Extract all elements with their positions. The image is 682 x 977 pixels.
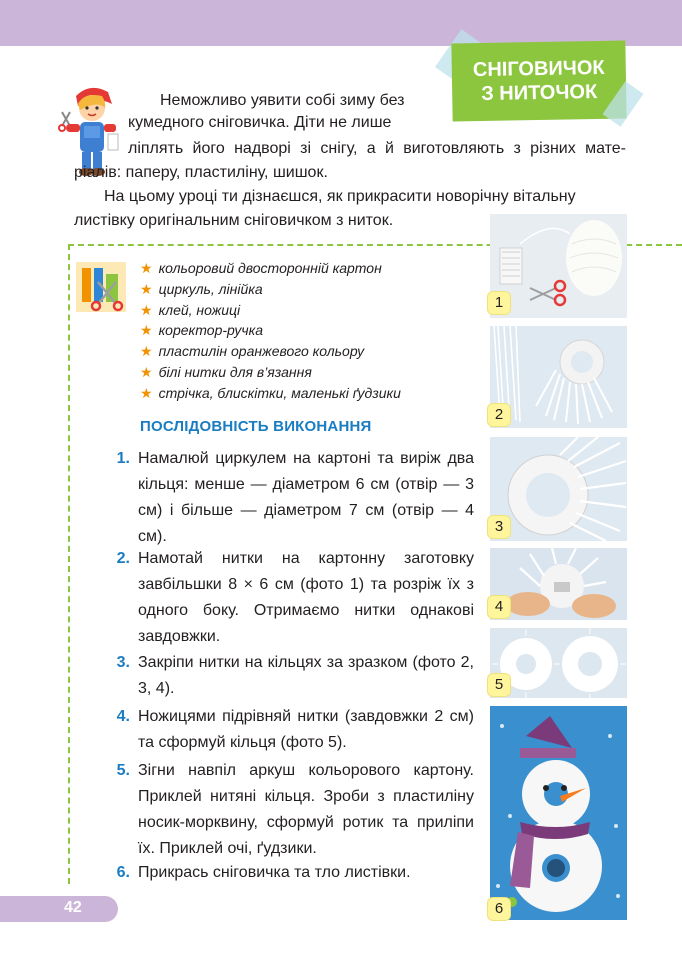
step-text: Зігни навпіл аркуш кольорового картону. Приклей нитяні кільця. Зроби з пластиліну носик-морквину, сформуй ротик та приліпи їх. Приклей очі, ґудзики. <box>138 762 474 857</box>
photo-label: 4 <box>488 596 510 618</box>
section-side-dashed <box>68 244 70 884</box>
star-icon: ★ <box>140 384 153 401</box>
step-number: 5. <box>116 762 130 779</box>
materials-item: ★ циркуль, лінійка <box>140 280 263 297</box>
sequence-heading: ПОСЛІДОВНІСТЬ ВИКОНАННЯ <box>140 418 372 435</box>
step-text: Намотай нитки на картонну заготовку завбільшки 8 × 6 см (фото 1) та розріж їх з одного боку. Отримаємо нитки однакові завдовжки. <box>138 550 474 645</box>
step-text: Прикрась сніговичка та тло листівки. <box>138 864 411 881</box>
step-2 <box>100 546 474 650</box>
materials-item: ★ пластилін оранжевого кольору <box>140 343 365 360</box>
page-number: 42 <box>64 899 82 916</box>
intro-line-5: На цьому уроці ти дізнаєшся, як прикрасити новорічну вітальну <box>104 188 576 205</box>
step-3 <box>100 650 474 702</box>
lesson-title-line1: СНІГОВИЧОК <box>472 56 605 82</box>
step-number: 6. <box>116 864 130 881</box>
star-icon: ★ <box>140 343 153 360</box>
intro-line-4: ріалів: паперу, пластиліну, шишок. <box>74 164 328 181</box>
photo-label: 1 <box>488 292 510 314</box>
step-6 <box>100 860 474 886</box>
photo-label: 6 <box>488 898 510 920</box>
star-icon: ★ <box>140 301 153 318</box>
step-text: Закріпи нитки на кільцях за зразком (фото 2, 3, 4). <box>138 654 474 697</box>
photo-6-finished-snowman-card <box>490 706 627 920</box>
page-number-tab <box>0 896 118 922</box>
step-1 <box>100 446 474 550</box>
step-number: 4. <box>116 708 130 725</box>
materials-list <box>140 258 401 404</box>
materials-item: ★ коректор-ручка <box>140 322 264 339</box>
photo-2-threads-on-ring <box>490 326 627 428</box>
photo-5-two-fluffy-rings <box>490 628 627 698</box>
materials-item: ★ кольоровий двосторонній картон <box>140 260 382 276</box>
materials-item: ★ клей, ножиці <box>140 301 241 318</box>
step-number: 2. <box>116 550 130 567</box>
materials-item: ★ білі нитки для в’язання <box>140 363 312 380</box>
lesson-title <box>451 40 626 121</box>
step-4 <box>100 704 474 756</box>
photo-label: 2 <box>488 404 510 426</box>
materials-item: ★ стрічка, блискітки, маленькі ґудзики <box>140 384 401 401</box>
photo-3-ring-half-wrapped <box>490 437 627 541</box>
step-text: Ножицями підрівняй нитки (завдовжки 2 см) та сформуй кільця (фото 5). <box>138 708 474 751</box>
photo-4-hands-tying <box>490 548 627 620</box>
photo-1-yarn-and-card <box>490 214 627 318</box>
step-number: 1. <box>116 450 130 467</box>
step-text: Намалюй циркулем на картоні та виріж два кільця: менше — діаметром 6 см (отвір — 3 см) і більше — діаметром 7 см (отвір — 4 см). <box>138 450 474 545</box>
star-icon: ★ <box>140 322 153 339</box>
star-icon: ★ <box>140 363 153 380</box>
star-icon: ★ <box>140 260 153 276</box>
step-5 <box>100 758 474 862</box>
photo-label: 3 <box>488 516 510 538</box>
intro-line-3: ліплять його надворі зі снігу, а й виготовляють з різних мате- <box>128 140 626 157</box>
step-number: 3. <box>116 654 130 671</box>
intro-line-6: листівку оригінальним сніговичком з ниток. <box>74 212 394 229</box>
intro-line-2: кумедного сніговичка. Діти не лише <box>128 114 392 131</box>
star-icon: ★ <box>140 280 153 297</box>
intro-line-1: Неможливо уявити собі зиму без <box>160 92 405 109</box>
photo-label: 5 <box>488 674 510 696</box>
lesson-title-line2: З НИТОЧОК <box>481 80 598 106</box>
scissors-tools-icon <box>76 262 126 312</box>
